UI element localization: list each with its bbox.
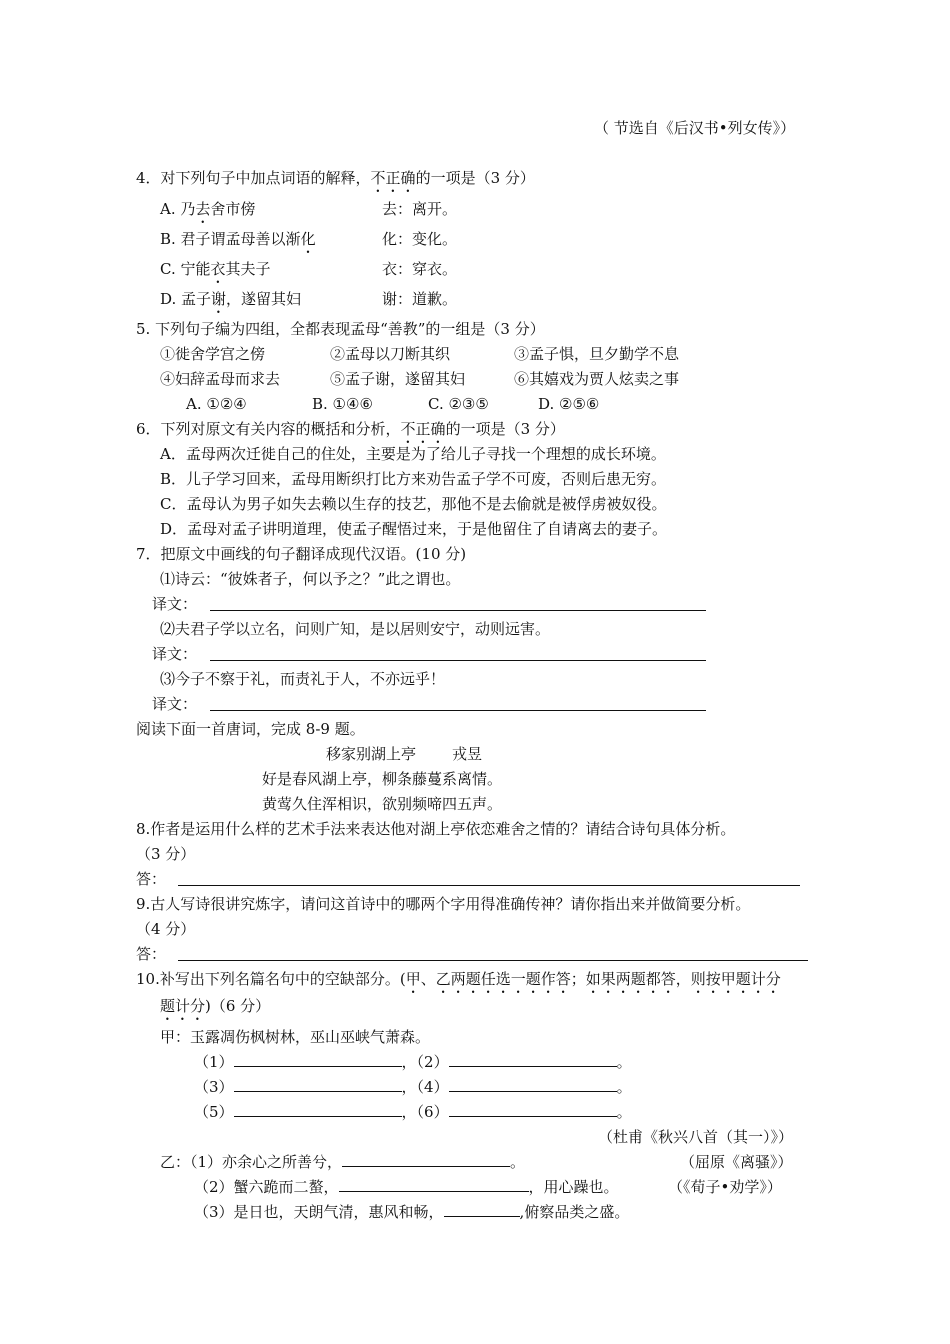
q7-item-2: ⑵夫君子学以立名，问则广知，是以居则安宁，动则远害。 <box>160 620 551 638</box>
q10-yi-row-3: （3）是日也，天朗气清，惠风和畅， ,俯察品类之盛。 <box>194 1203 630 1221</box>
q10-yi-blank-1[interactable] <box>342 1152 510 1167</box>
poem-title: 移家别湖上亭 <box>326 745 417 763</box>
q8-score: （3 分） <box>136 845 196 863</box>
q5-choice-a: A. ①②④ <box>186 395 247 413</box>
q10-yi-blank-2[interactable] <box>339 1177 529 1192</box>
q10-yi-row-2: （2）蟹六跪而二螯， ，用心躁也。 <box>194 1178 619 1196</box>
q9-answer-line[interactable] <box>178 960 808 961</box>
q5-choice-c: C. ②③⑤ <box>428 395 489 413</box>
poem-intro: 阅读下面一首唐词，完成 8-9 题。 <box>136 720 365 738</box>
q6-option-d: D．孟母对孟子讲明道理，使孟子醒悟过来，于是他留住了自请离去的妻子。 <box>160 520 668 538</box>
q10-blank-1[interactable] <box>234 1052 402 1067</box>
q7-answer-label-3: 译文： <box>152 695 198 713</box>
q9-answer-label: 答： <box>136 945 167 963</box>
q10-blank-3[interactable] <box>234 1077 402 1092</box>
q10-blank-2[interactable] <box>449 1052 617 1067</box>
q4-stem: 4．对下列句子中加点词语的解释，不正确的一项是（3 分） <box>136 169 535 187</box>
q5-item-3: ③孟子惧，旦夕勤学不息 <box>514 345 680 363</box>
q10-jia-source: （杜甫《秋兴八首（其一）》） <box>598 1128 794 1146</box>
q10-blank-4[interactable] <box>449 1077 617 1092</box>
q4-option-c: C. 宁能衣其夫子 <box>160 260 271 278</box>
q4-gloss-d: 谢：道歉。 <box>382 290 458 308</box>
q10-stem: 10.补写出下列名篇名句中的空缺部分。(甲、乙两题任选一题作答；如果两题都答，则按甲题计分 <box>136 970 781 988</box>
q5-item-4: ④妇辞孟母而求去 <box>160 370 281 388</box>
q8-stem: 8.作者是运用什么样的艺术手法来表达他对湖上亭依恋难舍之情的？请结合诗句具体分析。 <box>136 820 736 838</box>
q10-blank-5[interactable] <box>234 1102 402 1117</box>
q7-answer-label-2: 译文： <box>152 645 198 663</box>
poem-author: 戎昱 <box>452 745 483 763</box>
q5-choice-d: D. ②⑤⑥ <box>538 395 600 413</box>
q4-option-d: D. 孟子谢，遂留其妇 <box>160 290 302 308</box>
q7-answer-line-1[interactable] <box>210 610 706 611</box>
poem-line-1: 好是春风湖上亭，柳条藤蔓系离情。 <box>262 770 503 788</box>
q7-stem: 7．把原文中画线的句子翻译成现代汉语。(10 分) <box>136 545 467 563</box>
q7-item-3: ⑶今子不察于礼，而责礼于人，不亦远乎！ <box>160 670 446 688</box>
q10-yi-row-1: 乙：（1）亦余心之所善兮， 。 <box>160 1153 526 1171</box>
q10-jia-label: 甲：玉露凋伤枫树林，巫山巫峡气萧森。 <box>160 1028 431 1046</box>
q4-option-a: A. 乃去舍市傍 <box>160 200 256 218</box>
q6-option-b: B．儿子学习回来，孟母用断织打比方来劝告孟子学不可废，否则后患无穷。 <box>160 470 667 488</box>
source-note: （ 节选自《后汉书•列女传》） <box>594 119 796 137</box>
q10-yi-source-2: （《荀子•劝学》） <box>668 1178 782 1196</box>
q7-answer-line-3[interactable] <box>210 710 706 711</box>
q10-yi-source-1: （屈原《离骚》） <box>680 1153 793 1171</box>
q4-gloss-b: 化：变化。 <box>382 230 458 248</box>
q9-stem: 9.古人写诗很讲究炼字，请问这首诗中的哪两个字用得准确传神？请你指出来并做简要分析。 <box>136 895 751 913</box>
q4-gloss-c: 衣：穿衣。 <box>382 260 458 278</box>
q10-stem-continued: 题计分)（6 分） <box>160 997 271 1015</box>
q9-score: （4 分） <box>136 920 196 938</box>
q8-answer-line[interactable] <box>178 885 800 886</box>
q6-stem: 6．下列对原文有关内容的概括和分析，不正确的一项是（3 分） <box>136 420 565 438</box>
q7-answer-line-2[interactable] <box>210 660 706 661</box>
q10-jia-row-1: （1） ，（2） 。 <box>194 1053 632 1071</box>
q6-option-a: A．孟母两次迁徙自己的住处，主要是为了给儿子寻找一个理想的成长环境。 <box>160 445 666 463</box>
q10-yi-blank-3[interactable] <box>444 1202 520 1217</box>
q7-item-1: ⑴诗云：“彼姝者子，何以予之？”此之谓也。 <box>160 570 461 588</box>
q7-answer-label-1: 译文： <box>152 595 198 613</box>
q10-blank-6[interactable] <box>449 1102 617 1117</box>
q10-jia-row-2: （3） ，（4） 。 <box>194 1078 632 1096</box>
q6-option-c: C．孟母认为男子如失去赖以生存的技艺，那他不是去偷就是被俘虏被奴役。 <box>160 495 667 513</box>
q10-jia-row-3: （5） ，（6） 。 <box>194 1103 632 1121</box>
q5-item-5: ⑤孟子谢，遂留其妇 <box>330 370 466 388</box>
q5-item-6: ⑥其嬉戏为贾人炫卖之事 <box>514 370 680 388</box>
q4-option-b: B. 君子谓孟母善以渐化 <box>160 230 316 248</box>
q8-answer-label: 答： <box>136 870 167 888</box>
q5-stem: 5. 下列句子编为四组，全都表现孟母“善教”的一组是（3 分） <box>136 320 545 338</box>
q5-item-1: ①徙舍学宫之傍 <box>160 345 266 363</box>
q4-gloss-a: 去：离开。 <box>382 200 458 218</box>
q5-choice-b: B. ①④⑥ <box>312 395 373 413</box>
poem-line-2: 黄莺久住浑相识，欲别频啼四五声。 <box>262 795 503 813</box>
q5-item-2: ②孟母以刀断其织 <box>330 345 451 363</box>
